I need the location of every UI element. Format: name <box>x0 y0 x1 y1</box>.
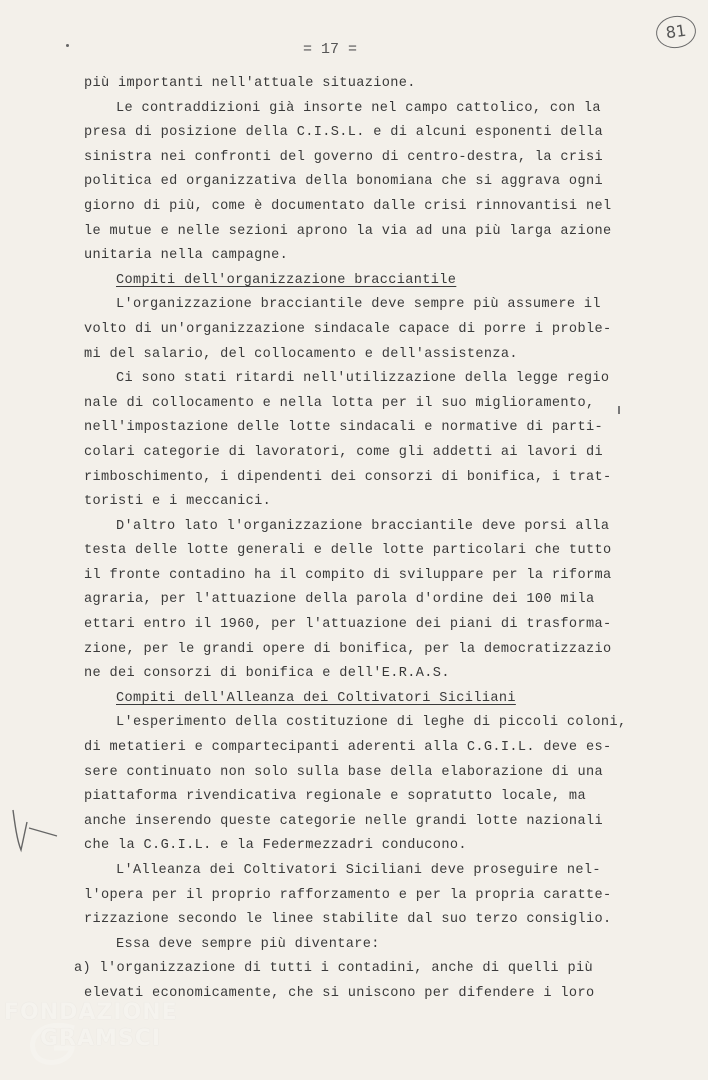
text-line: sere continuato non solo sulla base della elaborazione di una <box>84 764 603 780</box>
text-line: zione, per le grandi opere di bonifica, per la democratizzazio <box>84 641 612 657</box>
text-line: che la C.G.I.L. e la Federmezzadri conducono. <box>84 838 467 854</box>
text-line: a) l'organizzazione di tutti i contadini, anche di quelli più <box>74 961 593 977</box>
text-line: di metatieri e compartecipanti aderenti alla C.G.I.L. deve es- <box>84 740 612 756</box>
margin-tick <box>618 406 620 414</box>
text-line: politica ed organizzativa della bonomiana che si aggrava ogni <box>84 174 603 190</box>
text-line: Le contraddizioni già insorte nel campo cattolico, con la <box>116 100 601 116</box>
fondazione-gramsci-watermark <box>0 1000 200 1075</box>
text-line: elevati economicamente, che si uniscono per difendere i loro <box>84 985 595 1001</box>
text-line: Essa deve sempre più diventare: <box>116 936 380 952</box>
text-line: ne dei consorzi di bonifica e dell'E.R.A.S. <box>84 666 450 682</box>
text-line: mi del salario, del collocamento e dell'assistenza. <box>84 346 518 362</box>
text-line: rizzazione secondo le linee stabilite dal suo terzo consiglio. <box>84 912 612 928</box>
text-line: sinistra nei confronti del governo di centro-destra, la crisi <box>84 149 603 165</box>
text-line: nale di collocamento e nella lotta per il suo miglioramento, <box>84 395 595 411</box>
document-body <box>74 72 627 1007</box>
text-line: L'Alleanza dei Coltivatori Siciliani deve proseguire nel- <box>116 863 601 878</box>
text-line: il fronte contadino ha il compito di sviluppare per la riforma <box>84 567 612 583</box>
text-line: testa delle lotte generali e delle lotte particolari che tutto <box>84 543 612 559</box>
handwritten-folio-number: 81 <box>654 13 698 50</box>
text-line: toristi e i meccanici. <box>84 494 272 510</box>
page-number: = 17 = <box>302 41 357 58</box>
section-heading: Compiti dell'organizzazione bracciantile <box>116 272 457 288</box>
text-line: nell'impostazione delle lotte sindacali e normative di parti- <box>84 420 603 436</box>
watermark-line-2: GRAMSCI <box>40 1026 162 1051</box>
text-line: le mutue e nelle sezioni aprono la via ad una più larga azione <box>84 223 612 239</box>
text-line: unitaria nella campagne. <box>84 248 289 264</box>
text-line: più importanti nell'attuale situazione. <box>84 76 416 91</box>
text-line: colari categorie di lavoratori, come gli addetti ai lavori di <box>84 444 603 460</box>
text-line: volto di un'organizzazione sindacale capace di porre i proble- <box>84 321 612 337</box>
text-line: ettari entro il 1960, per l'attuazione dei piani di trasforma- <box>84 617 612 633</box>
text-line: anche inserendo queste categorie nelle grandi lotte nazionali <box>84 813 603 829</box>
watermark-line-1: FONDAZIONE <box>4 1000 178 1025</box>
text-line: giorno di più, come è documentato dalle crisi rinnovantisi nel <box>84 198 612 214</box>
text-line: D'altro lato l'organizzazione bracciantile deve porsi alla <box>116 518 610 534</box>
text-line: Ci sono stati ritardi nell'utilizzazione della legge regio <box>116 371 610 387</box>
text-line: l'opera per il proprio rafforzamento e per la propria caratte- <box>84 887 612 903</box>
section-heading: Compiti dell'Alleanza dei Coltivatori Siciliani <box>116 690 516 706</box>
text-line: piattaforma rivendicativa regionale e sopratutto locale, ma <box>84 789 586 805</box>
text-line: L'esperimento della costituzione di leghe di piccoli coloni, <box>116 715 627 731</box>
handwritten-margin-mark-icon <box>5 800 65 860</box>
text-line: rimboschimento, i dipendenti dei consorzi di bonifica, i trat- <box>84 469 612 485</box>
text-line: agraria, per l'attuazione della parola d'ordine dei 100 mila <box>84 592 595 608</box>
text-line: L'organizzazione bracciantile deve sempre più assumere il <box>116 297 601 313</box>
text-line: presa di posizione della C.I.S.L. e di alcuni esponenti della <box>84 125 603 141</box>
